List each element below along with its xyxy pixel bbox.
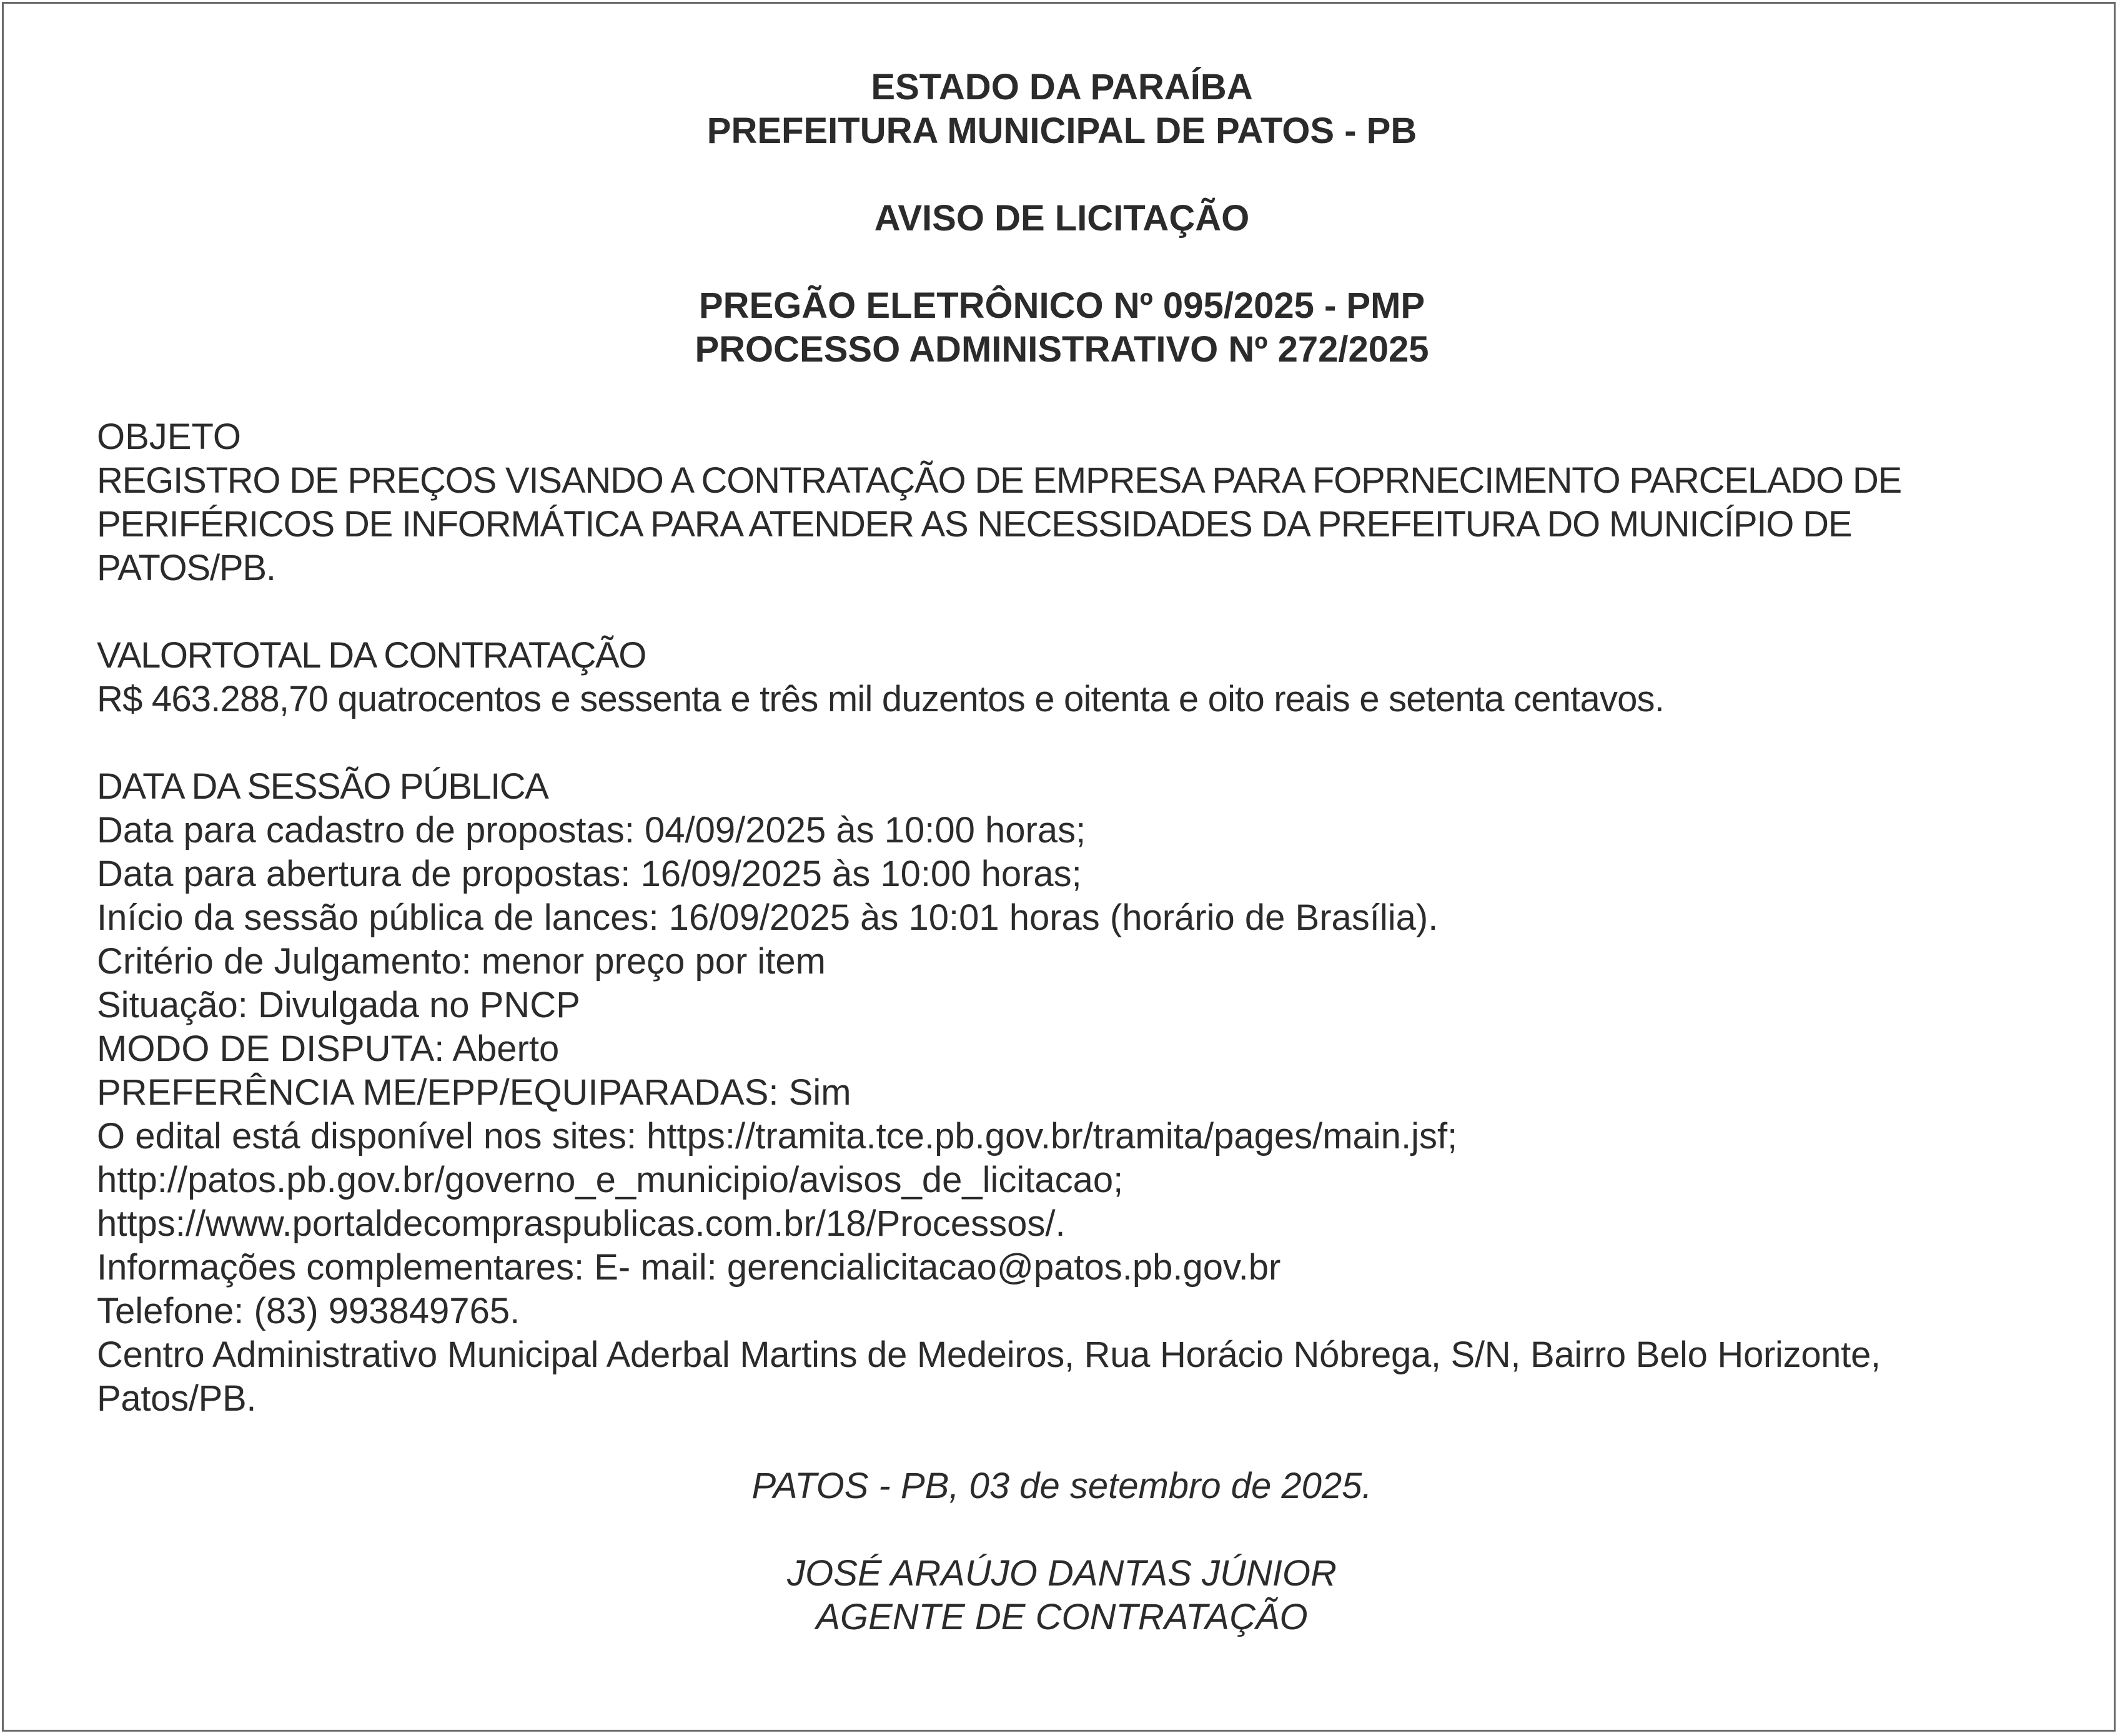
- processo-number: PROCESSO ADMINISTRATIVO Nº 272/2025: [695, 329, 1429, 370]
- sessao-line: O edital está disponível nos sites: https://tramita.tce.pb.gov.br/tramita/pages/main.jsf;: [97, 1116, 1458, 1157]
- state-name: ESTADO DA PARAÍBA: [871, 67, 1253, 107]
- objeto-heading: OBJETO: [97, 417, 241, 457]
- sessao-line: Situação: Divulgada no PNCP: [97, 985, 580, 1025]
- sessao-line: Data para cadastro de propostas: 04/09/2025 às 10:00 horas;: [97, 810, 1086, 851]
- sessao-line: Data para abertura de propostas: 16/09/2025 às 10:00 horas;: [97, 854, 1082, 894]
- notice-title: AVISO DE LICITAÇÃO: [874, 198, 1250, 239]
- sessao-line: Início da sessão pública de lances: 16/09/2025 às 10:01 horas (horário de Brasília).: [97, 897, 1439, 938]
- signer-name: JOSÉ ARAÚJO DANTAS JÚNIOR: [787, 1553, 1337, 1594]
- valor-text: R$ 463.288,70 quatrocentos e sessenta e três mil duzentos e oitenta e oito reais e setenta centavos.: [97, 679, 1665, 719]
- notice-header: [97, 66, 2027, 153]
- sessao-line: Informações complementares: E- mail: gerencialicitacao@patos.pb.gov.br: [97, 1247, 1281, 1288]
- objeto-text: REGISTRO DE PREÇOS VISANDO A CONTRATAÇÃO DE EMPRESA PARA FOPRNECIMENTO PARCELADO DE PERIFÉRICOS DE INFORMÁTICA PARA ATENDER AS NECESSIDADES DA PREFEITURA DO MUNICÍPIO DE PATOS/PB.: [97, 460, 1902, 588]
- sessao-line: Telefone: (83) 993849765.: [97, 1291, 520, 1331]
- sessao-line: MODO DE DISPUTA: Aberto: [97, 1028, 560, 1069]
- objeto-section: [97, 415, 2027, 590]
- sessao-line: http://patos.pb.gov.br/governo_e_municipio/avisos_de_licitacao;: [97, 1160, 1124, 1200]
- notice-document: [97, 66, 2027, 1639]
- notice-footer: [97, 1464, 2027, 1639]
- sessao-line: PREFERÊNCIA ME/EPP/EQUIPARADAS: Sim: [97, 1072, 851, 1113]
- sessao-section: [97, 765, 2027, 1421]
- sessao-line: https://www.portaldecompraspublicas.com.br/18/Processos/.: [97, 1203, 1066, 1244]
- sessao-heading: DATA DA SESSÃO PÚBLICA: [97, 766, 548, 807]
- signer-role: AGENTE DE CONTRATAÇÃO: [816, 1597, 1308, 1637]
- municipality-name: PREFEITURA MUNICIPAL DE PATOS - PB: [706, 111, 1417, 151]
- pregao-number: PREGÃO ELETRÔNICO Nº 095/2025 - PMP: [698, 285, 1425, 326]
- valor-heading: VALORTOTAL DA CONTRATAÇÃO: [97, 635, 646, 676]
- sessao-line: Critério de Julgamento: menor preço por item: [97, 941, 826, 982]
- process-identifiers: [97, 284, 2027, 372]
- address-text: Centro Administrativo Municipal Aderbal Martins de Medeiros, Rua Horácio Nóbrega, S/N, Bairro Belo Horizonte, Patos/PB.: [97, 1334, 1881, 1419]
- place-date: PATOS - PB, 03 de setembro de 2025.: [751, 1466, 1372, 1506]
- valor-section: [97, 634, 2027, 721]
